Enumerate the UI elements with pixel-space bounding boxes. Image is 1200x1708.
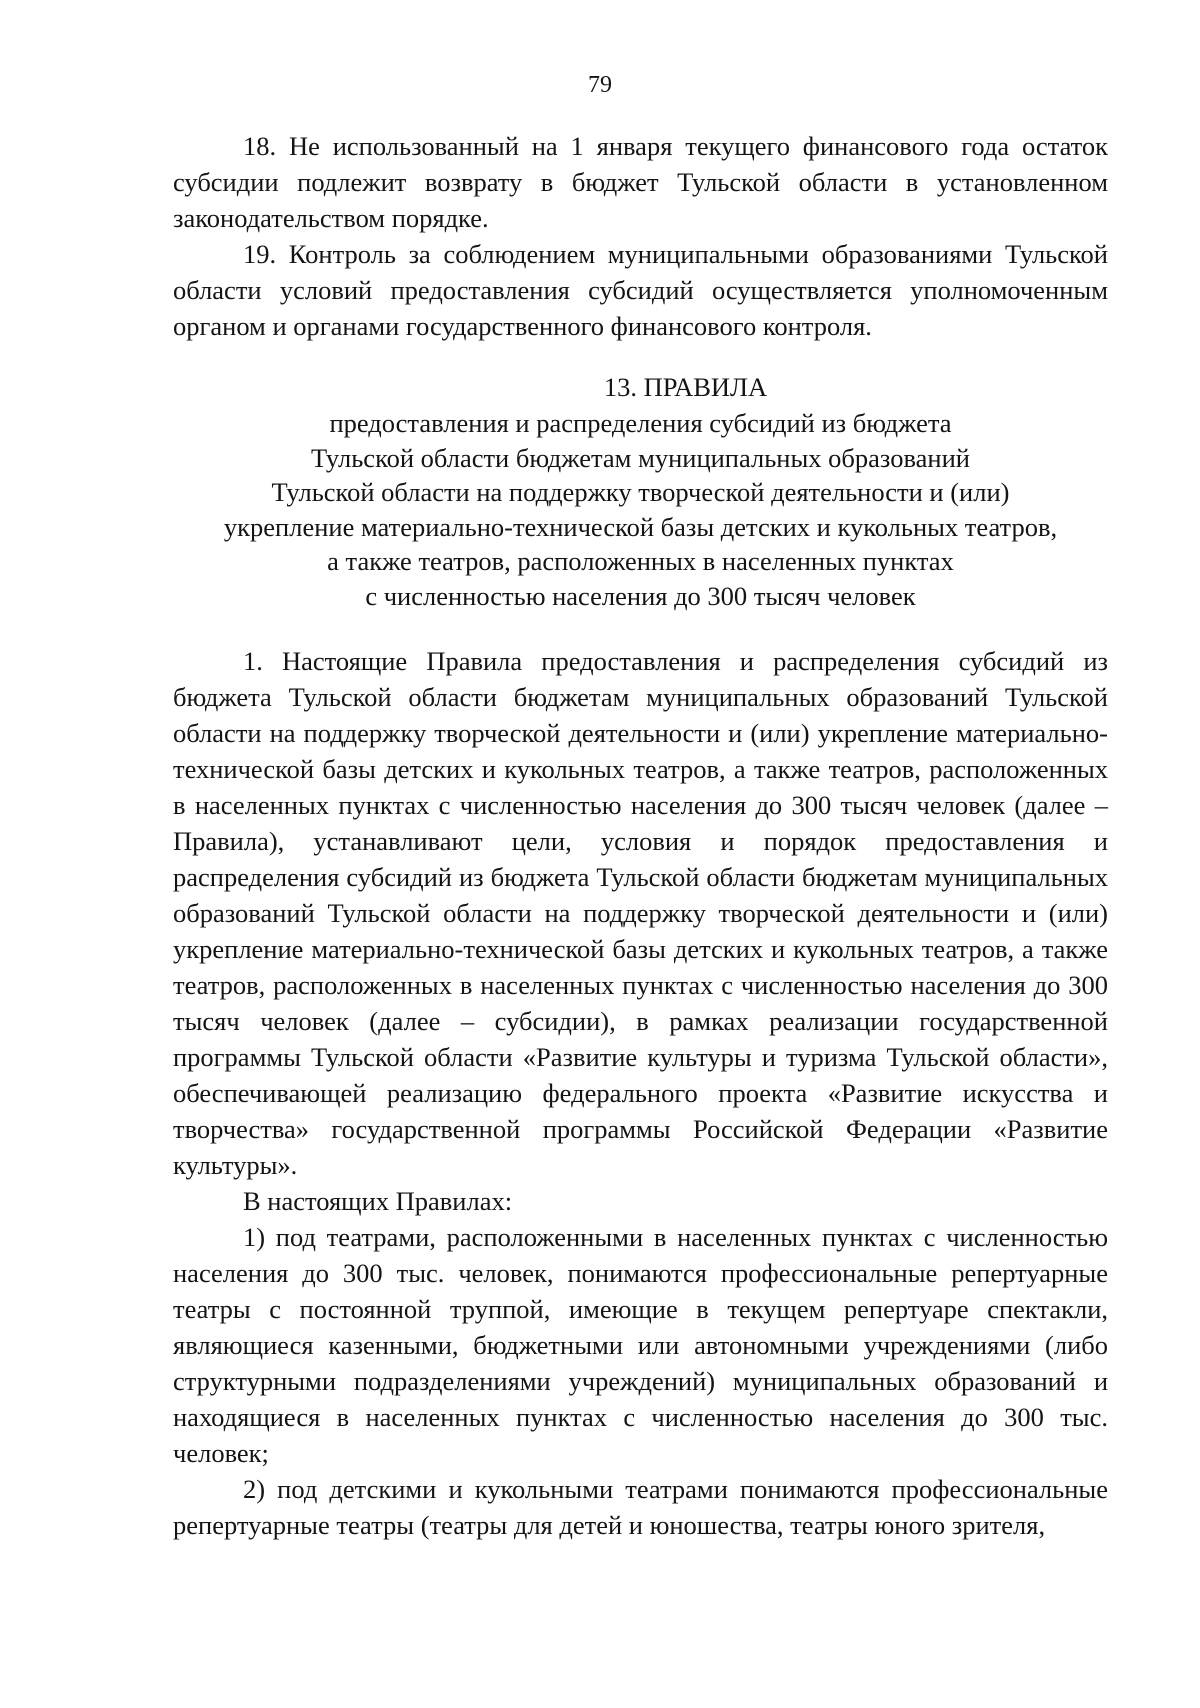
subtitle-line: с численностью населения до 300 тысяч человек [365, 580, 916, 611]
subtitle-line: укрепление материально-технической базы детских и кукольных театров, [223, 511, 1058, 542]
definition-item-1: 1) под театрами, расположенными в населенных пунктах с численностью населения до 300 тыс. человек, понимаются профессиональные репертуарные театры с постоянной труппой, имеющие в текущем репертуаре спектакли, являющиеся казенными, бюджетными или автономными учреждениями (либо структурными подразделениями учреждений) муниципальных образований и находящиеся в населенных пунктах с численностью населения до 300 тыс. человек; [173, 1222, 1108, 1468]
subtitle-line: Тульской области бюджетам муниципальных образований [311, 442, 970, 473]
document-body [173, 128, 1108, 1543]
section-heading [173, 368, 1108, 613]
paragraph-19: 19. Контроль за соблюдением муниципальными образованиями Тульской области условий предоставления субсидий осуществляется уполномоченным органом и органами государственного финансового контроля. [173, 239, 1108, 341]
paragraph-1: 1. Настоящие Правила предоставления и распределения субсидий из бюджета Тульской области бюджетам муниципальных образований Тульской области на поддержку творческой деятельности и (или) укрепление материально-технической базы детских и кукольных театров, а также театров, расположенных в населенных пунктах с численностью населения до 300 тысяч человек (далее – Правила), устанавливают цели, условия и порядок предоставления и распределения субсидий из бюджета Тульской области бюджетам муниципальных образований Тульской области на поддержку творческой деятельности и (или) укрепление материально-технической базы детских и кукольных театров, а также театров, расположенных в населенных пунктах с численностью населения до 300 тысяч человек (далее – субсидии), в рамках реализации государственной программы Тульской области «Развитие культуры и туризма Тульской области», обеспечивающей реализацию федерального проекта «Развитие искусства и творчества» государственной программы Российской Федерации «Развитие культуры». [173, 646, 1108, 1180]
paragraph-18: 18. Не использованный на 1 января текущего финансового года остаток субсидии подлежит возврату в бюджет Тульской области в установленном законодательством порядке. [173, 131, 1108, 233]
subtitle-line: предоставления и распределения субсидий из бюджета [329, 408, 952, 438]
spacer [173, 613, 1108, 643]
section-title: 13. ПРАВИЛА [603, 372, 768, 402]
page-number: 79 [588, 72, 612, 98]
definition-item-2: 2) под детскими и кукольными театрами понимаются профессиональные репертуарные театры (театры для детей и юношества, театры юного зрителя, [173, 1474, 1108, 1540]
section-subtitle [173, 406, 1108, 613]
paragraph-definitions-intro: В настоящих Правилах: [243, 1186, 513, 1216]
subtitle-line: Тульской области на поддержку творческой деятельности и (или) [271, 477, 1010, 507]
subtitle-line: а также театров, расположенных в населенных пунктах [327, 546, 954, 576]
